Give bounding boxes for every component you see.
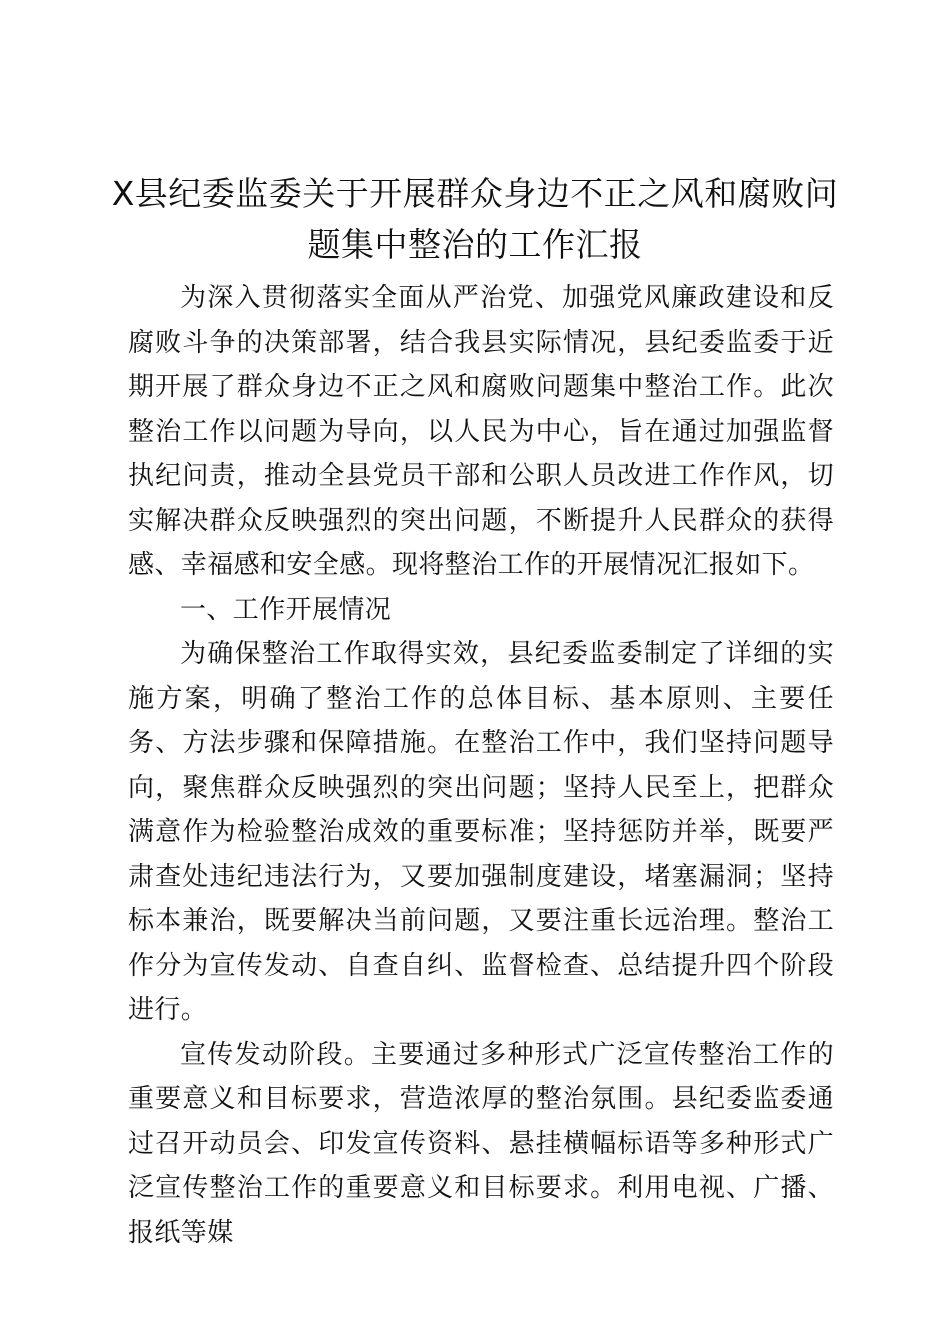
section-heading-1: 一、工作开展情况 — [180, 594, 392, 625]
document-title: X县纪委监委关于开展群众身边不正之风和腐败问题集中整治的工作汇报 — [111, 174, 839, 264]
paragraph-publicity-stage: 宣传发动阶段。主要通过多种形式广泛宣传整治工作的重要意义和目标要求，营造浓厚的整治氛围。县纪委监委通过召开动员会、印发宣传资料、悬挂横幅标语等多种形式广泛宣传整治工作的重要意义和目标要求。利用电视、广播、报纸等媒 — [128, 1039, 834, 1248]
paragraph-intro: 为深入贯彻落实全面从严治党、加强党风廉政建设和反腐败斗争的决策部署，结合我县实际情况，县纪委监委于近期开展了群众身边不正之风和腐败问题集中整治工作。此次整治工作以问题为导向，以人民为中心，旨在通过加强监督执纪问责，推动全县党员干部和公职人员改进工作作风，切实解决群众反映强烈的突出问题，不断提升人民群众的获得感、幸福感和安全感。现将整治工作的开展情况汇报如下。 — [128, 283, 834, 580]
document-body — [128, 276, 834, 1255]
paragraph-plan: 为确保整治工作取得实效，县纪委监委制定了详细的实施方案，明确了整治工作的总体目标、基本原则、主要任务、方法步骤和保障措施。在整治工作中，我们坚持问题导向，聚焦群众反映强烈的突出问题；坚持人民至上，把群众满意作为检验整治成效的重要标准；坚持惩防并举，既要严肃查处违纪违法行为，又要加强制度建设，堵塞漏洞；坚持标本兼治，既要解决当前问题，又要注重长远治理。整治工作分为宣传发动、自查自纠、监督检查、总结提升四个阶段进行。 — [128, 639, 834, 1025]
